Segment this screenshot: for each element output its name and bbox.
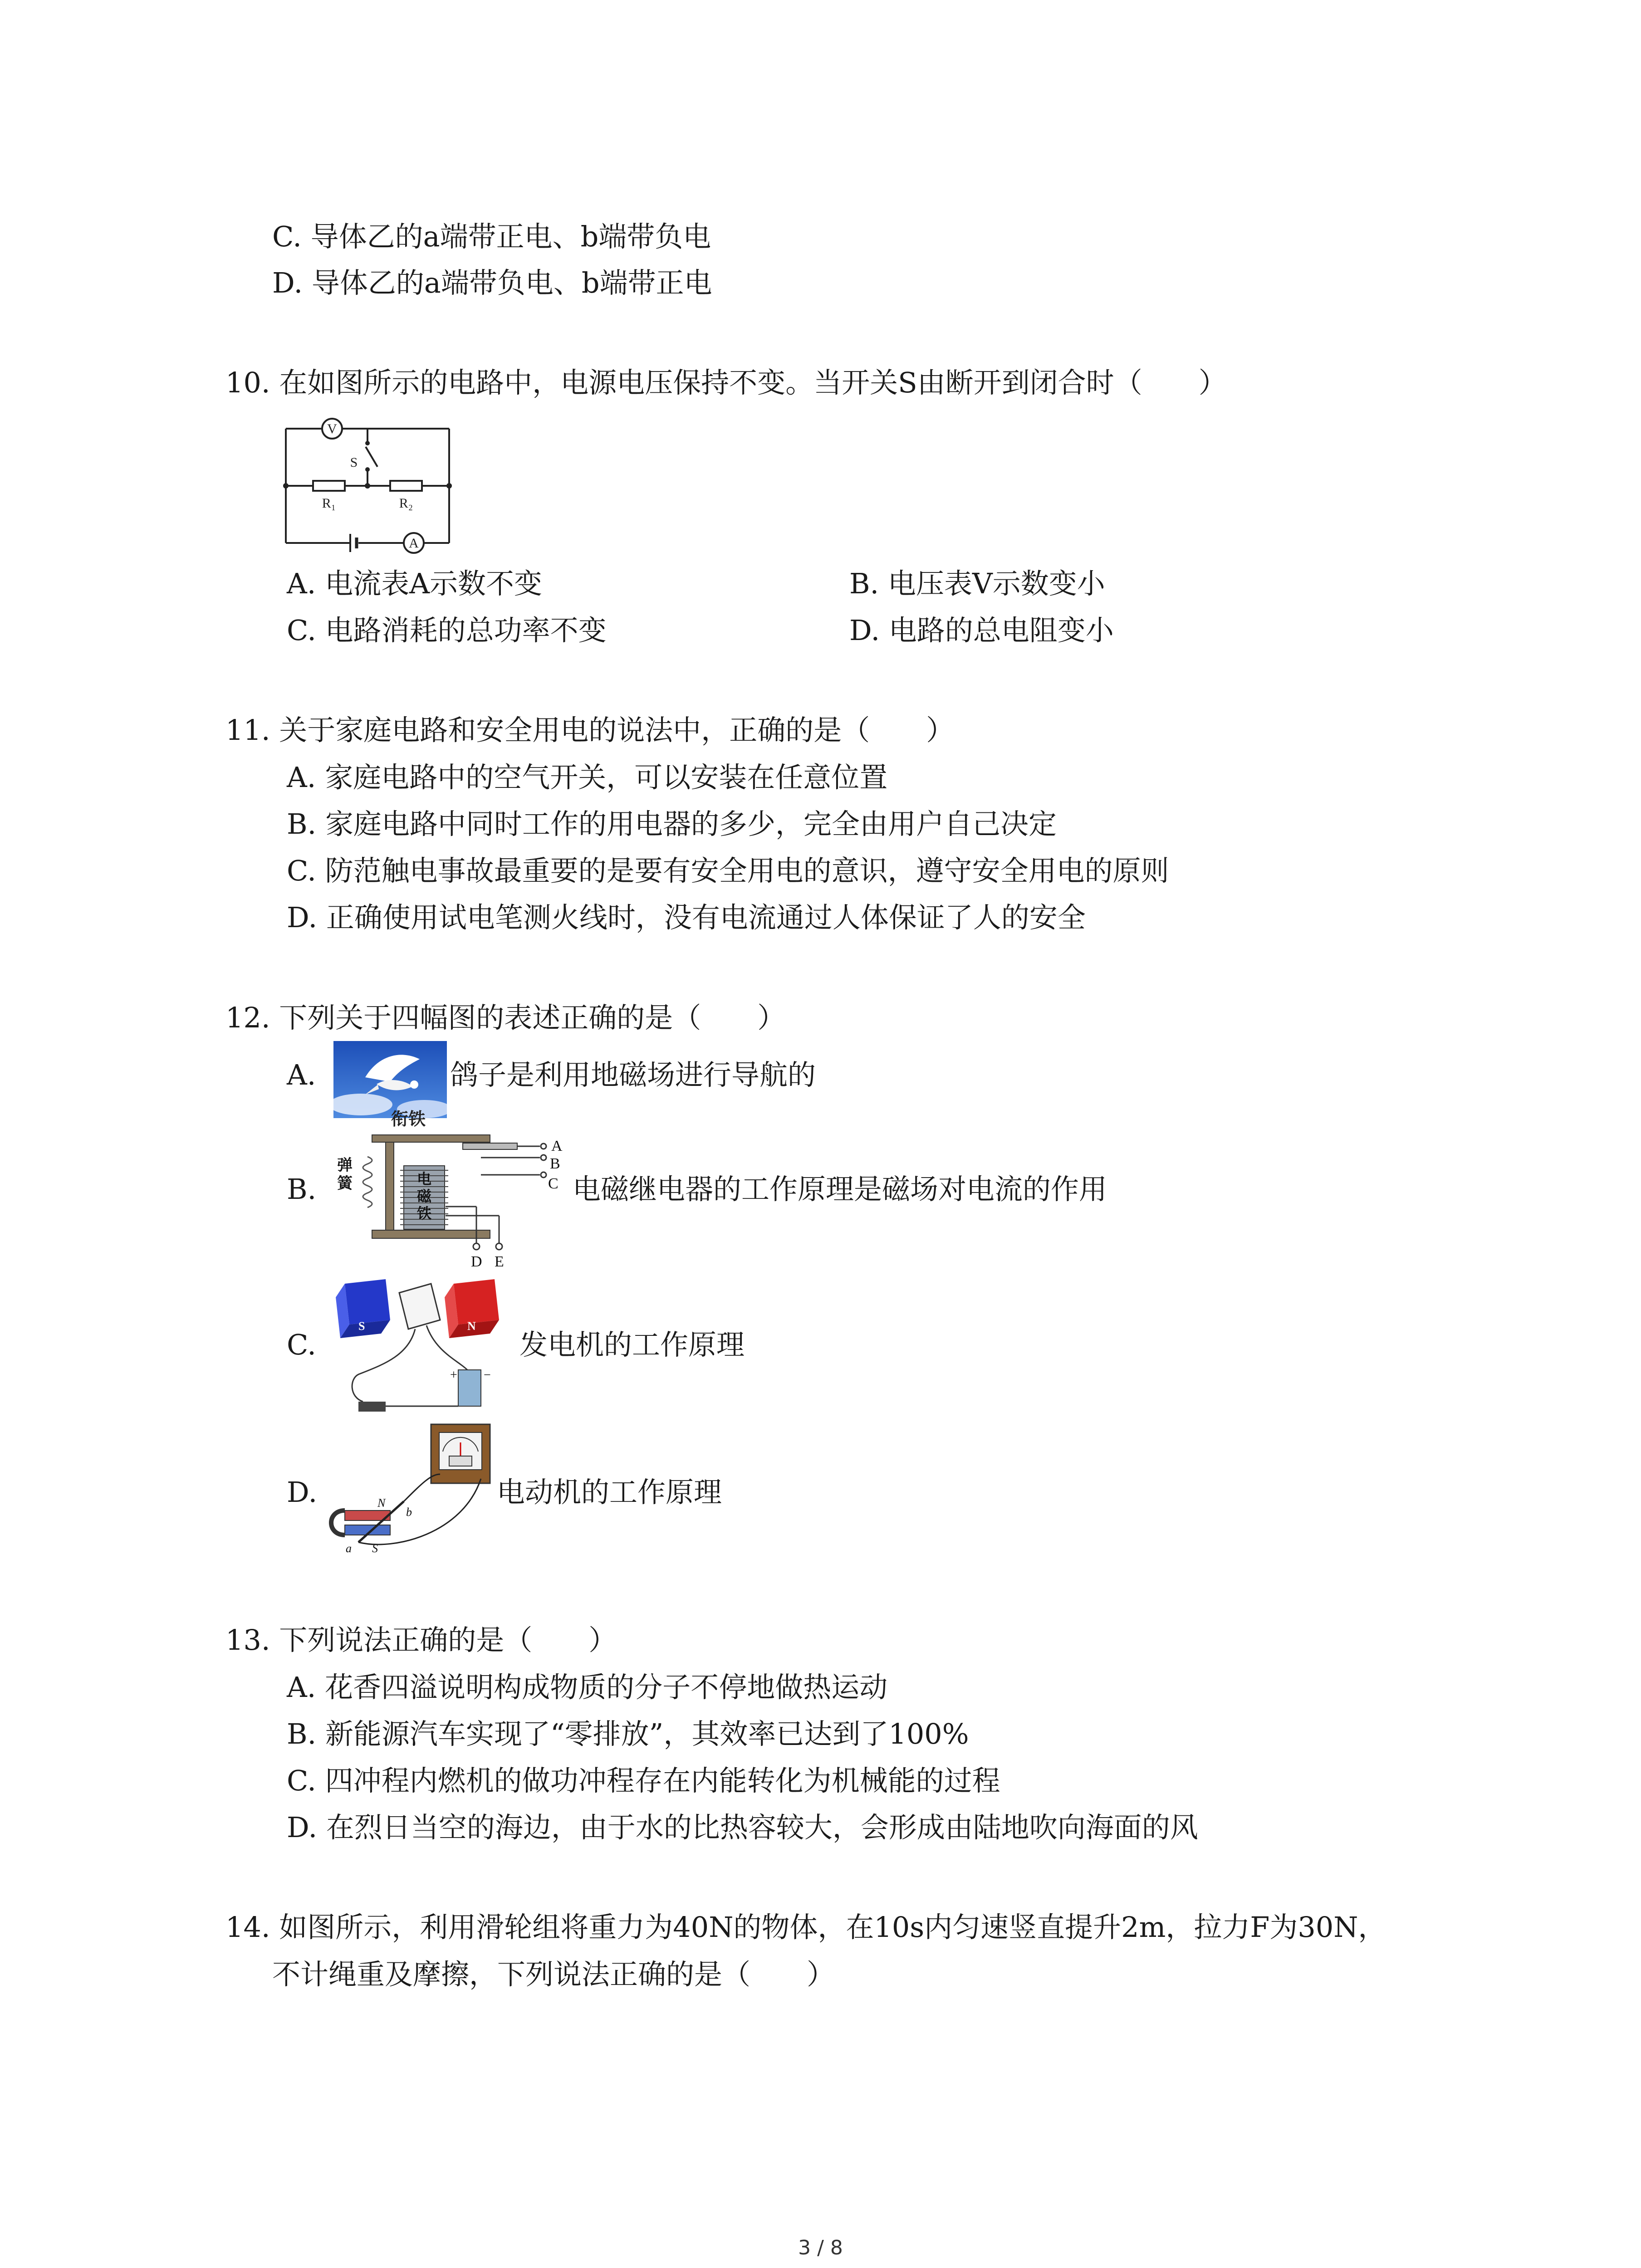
generator-a-label: a — [346, 1542, 352, 1555]
q14-stem-line-1: 14. 如图所示，利用滑轮组将重力为40N的物体，在10s内匀速竖直提升2m，拉力F为30N， — [225, 1911, 1386, 1944]
motor-n-label: N — [467, 1320, 476, 1333]
relay-terminal-c: C — [548, 1175, 558, 1192]
relay-diagram — [327, 1107, 572, 1270]
q9-option-c: C. 导体乙的a端带正电、b端带负电 — [272, 220, 711, 253]
q13-option-c: C. 四冲程内燃机的做功冲程存在内能转化为机械能的过程 — [287, 1764, 1000, 1797]
electromagnet-char-3: 铁 — [416, 1205, 432, 1222]
q12-option-a-text: 鸽子是利用地磁场进行导航的 — [450, 1058, 816, 1091]
spring-char-1: 弹 — [337, 1157, 353, 1174]
q11-stem: 11. 关于家庭电路和安全用电的说法中，正确的是（ ） — [225, 714, 955, 747]
q12-option-c-label: C. — [287, 1328, 316, 1361]
q12-option-b-label: B. — [287, 1173, 317, 1206]
q11-option-a: A. 家庭电路中的空气开关，可以安装在任意位置 — [287, 761, 888, 794]
r2-label: R₂ — [399, 496, 413, 511]
q11-option-c: C. 防范触电事故最重要的是要有安全用电的意识，遵守安全用电的原则 — [287, 854, 1169, 887]
generator-diagram — [327, 1420, 499, 1569]
relay-terminal-e: E — [495, 1253, 504, 1270]
q12-stem: 12. 下列关于四幅图的表述正确的是（ ） — [225, 1001, 786, 1034]
generator-b-label: b — [406, 1505, 412, 1519]
q13-option-a: A. 花香四溢说明构成物质的分子不停地做热运动 — [287, 1671, 888, 1704]
ammeter-label: A — [409, 536, 419, 551]
spring-char-2: 簧 — [337, 1175, 353, 1192]
relay-armature-label: 衔铁 — [391, 1110, 426, 1129]
q12-option-d-text: 电动机的工作原理 — [497, 1476, 722, 1509]
q10-option-c: C. 电路消耗的总功率不变 — [287, 614, 607, 647]
q10-option-a: A. 电流表A示数不变 — [287, 567, 542, 600]
q10-option-b: B. 电压表V示数变小 — [849, 567, 1105, 600]
q13-stem: 13. 下列说法正确的是（ ） — [225, 1623, 617, 1657]
q11-option-b: B. 家庭电路中同时工作的用电器的多少，完全由用户自己决定 — [287, 807, 1057, 841]
q9-option-d: D. 导体乙的a端带负电、b端带正电 — [272, 266, 712, 299]
q13-option-d: D. 在烈日当空的海边，由于水的比热容较大，会形成由陆地吹向海面的风 — [287, 1811, 1198, 1844]
voltmeter-label: V — [327, 421, 337, 436]
q11-option-d: D. 正确使用试电笔测火线时，没有电流通过人体保证了人的安全 — [287, 901, 1086, 934]
motor-s-label: S — [358, 1320, 365, 1333]
q10-circuit-diagram — [277, 411, 458, 556]
electromagnet-char-2: 磁 — [416, 1188, 432, 1204]
q14-stem-line-2: 不计绳重及摩擦，下列说法正确的是（ ） — [272, 1958, 835, 1991]
r1-label: R₁ — [322, 496, 336, 511]
switch-label: S — [350, 455, 358, 470]
q12-option-d-label: D. — [287, 1476, 318, 1509]
motor-diagram — [331, 1270, 522, 1429]
relay-terminal-d: D — [471, 1253, 482, 1270]
relay-terminal-a: A — [551, 1138, 563, 1154]
page-number: 3 / 8 — [798, 2236, 843, 2259]
electromagnet-char-1: 电 — [416, 1171, 432, 1187]
q12-option-b-text: 电磁继电器的工作原理是磁场对电流的作用 — [573, 1173, 1107, 1206]
q10-option-d: D. 电路的总电阻变小 — [849, 614, 1114, 647]
relay-terminal-b: B — [550, 1155, 560, 1172]
q12-option-a-label: A. — [287, 1058, 316, 1091]
motor-minus-label: − — [484, 1368, 491, 1382]
q12-option-c-text: 发电机的工作原理 — [519, 1328, 745, 1361]
motor-plus-label: + — [450, 1368, 457, 1382]
q13-option-b: B. 新能源汽车实现了“零排放”，其效率已达到了100% — [287, 1717, 969, 1750]
generator-n-label: N — [377, 1496, 386, 1510]
q10-stem: 10. 在如图所示的电路中，电源电压保持不变。当开关S由断开到闭合时（ ） — [225, 366, 1227, 399]
generator-s-label: S — [372, 1542, 378, 1555]
